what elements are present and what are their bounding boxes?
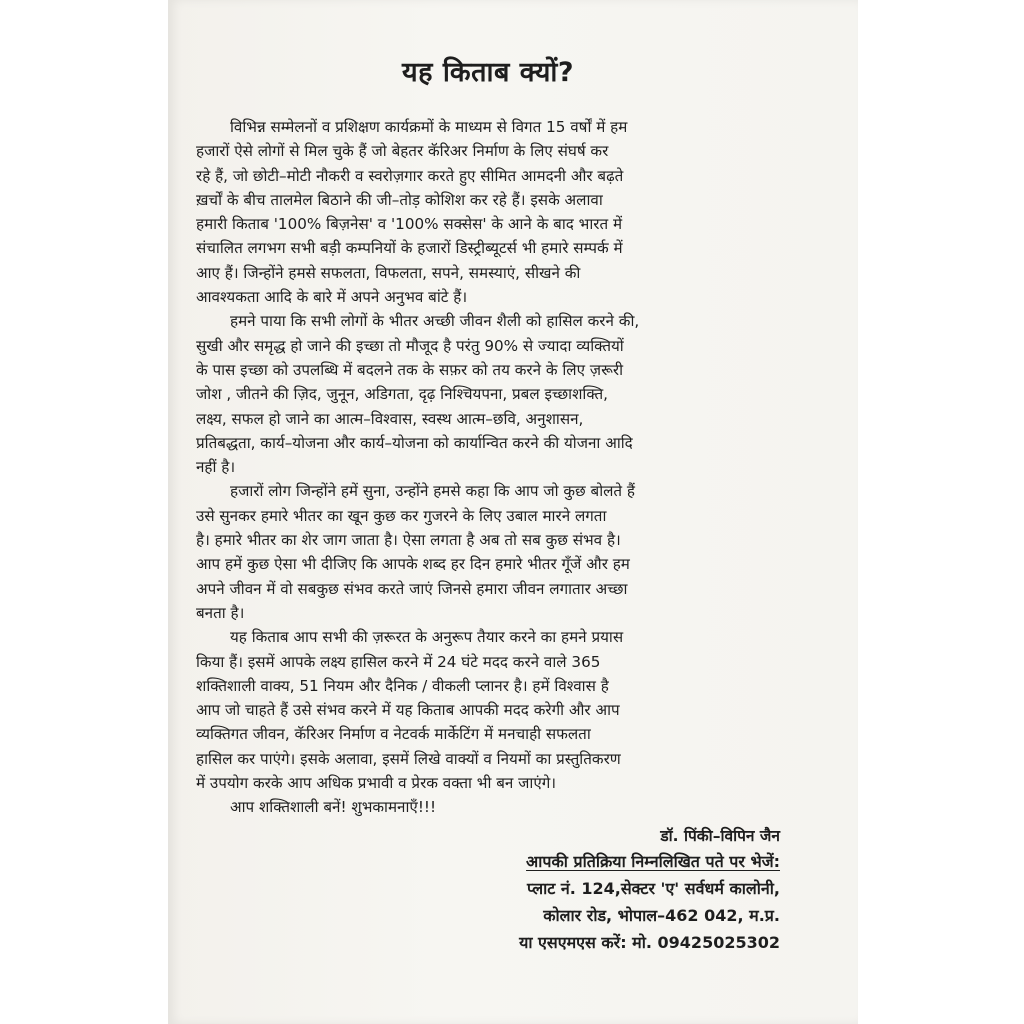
text-line: विभिन्न सम्मेलनों व प्रशिक्षण कार्यक्रमों के माध्यम से विगत 15 वर्षों में हम [230,118,628,136]
text-line: संचालित लगभग सभी बड़ी कम्पनियों के हजारों डिस्ट्रीब्यूटर्स भी हमारे सम्पर्क में [196,239,623,258]
text-line: हमने पाया कि सभी लोगों के भीतर अच्छी जीवन शैली को हासिल करने की, [230,312,640,331]
text-line: शक्तिशाली वाक्य, 51 नियम और दैनिक / वीकली प्लानर है। हमें विश्वास है [196,676,609,695]
page-content [196,52,780,956]
text-line: है। हमारे भीतर का शेर जाग जाता है। ऐसा लगता है अब तो सब कुछ संभव है। [196,531,621,550]
text-line: हमारी किताब '100% बिज़नेस' व '100% सक्सेस' के आने के बाद भारत में [196,215,623,234]
text-line: के पास इच्छा को उपलब्धि में बदलने तक के सफ़र को तय करने के लिए ज़रूरी [196,360,624,379]
text-line: में उपयोग करके आप अधिक प्रभावी व प्रेरक वक्ता भी बन जाएंगे। [196,774,557,793]
address-heading: आपकी प्रतिक्रिया निम्नलिखित पते पर भेजें: [526,851,780,871]
text-line: हजारों लोग जिन्होंने हमें सुना, उन्होंने हमसे कहा कि आप जो कुछ बोलते हैं [230,482,635,501]
address-line-1: प्लाट नं. 124,सेक्टर 'ए' सर्वधर्म कालोनी, [527,878,780,898]
address-line-2: कोलार रोड, भोपाल–462 042, म.प्र. [543,905,780,925]
text-line: उसे सुनकर हमारे भीतर का खून कुछ कर गुजरने के लिए उबाल मारने लगता [196,506,607,525]
text-line: किया हैं। इसमें आपके लक्ष्य हासिल करने में 24 घंटे मदद करने वाले 365 [196,652,601,671]
text-line: रहे हैं, जो छोटी–मोटी नौकरी व स्वरोज़गार करते हुए सीमित आमदनी और बढ़ते [196,166,624,185]
text-line: हासिल कर पाएंगे। इसके अलावा, इसमें लिखे वाक्यों व नियमों का प्रस्तुतिकरण [196,749,621,768]
text-line: प्रतिबद्धता, कार्य–योजना और कार्य–योजना को कार्यान्वित करने की योजना आदि [196,433,633,452]
author-signature: डॉ. पिंकी–विपिन जैन [660,826,780,845]
text-line: हजारों ऐसे लोगों से मिल चुके हैं जो बेहतर कॅरिअर निर्माण के लिए संघर्ष कर [196,142,609,161]
text-line: नहीं है। [196,458,236,477]
paragraph [196,479,780,625]
text-line: व्यक्तिगत जीवन, कॅरिअर निर्माण व नेटवर्क मार्केटिंग में मनचाही सफलता [196,725,591,744]
paragraph [196,625,780,795]
page-title: यह किताब क्यों? [401,57,575,88]
paragraph [196,309,780,479]
text-line: आवश्यकता आदि के बारे में अपने अनुभव बांटे हैं। [196,288,468,307]
text-line: अपने जीवन में वो सबकुछ संभव करते जाएं जिनसे हमारा जीवन लगातार अच्छा [196,579,628,598]
address-block [196,848,780,956]
paragraph [196,795,780,819]
text-line: ख़र्चों के बीच तालमेल बिठाने की जी–तोड़ कोशिश कर रहे हैं। इसके अलावा [196,190,603,209]
text-line: जोश , जीतने की ज़िद, जुनून, अडिगता, दृढ़ निश्चियपना, प्रबल इच्छाशक्ति, [196,385,608,404]
paragraph [196,115,780,309]
text-line: आए हैं। जिन्होंने हमसे सफलता, विफलता, सपने, समस्याएं, सीखने की [196,263,581,282]
text-line: लक्ष्य, सफल हो जाने का आत्म–विश्वास, स्वस्थ आत्म–छवि, अनुशासन, [196,409,584,428]
address-line-3: या एसएमएस करें: मो. 09425025302 [519,932,780,952]
body-text [196,115,780,820]
text-line: यह किताब आप सभी की ज़रूरत के अनुरूप तैयार करने का हमने प्रयास [230,628,624,647]
text-line: आप हमें कुछ ऐसा भी दीजिए कि आपके शब्द हर दिन हमारे भीतर गूँजें और हम [196,555,630,574]
text-line: बनता है। [196,603,245,622]
text-line: आप जो चाहते हैं उसे संभव करने में यह किताब आपकी मदद करेगी और आप [196,701,620,720]
text-line: आप शक्तिशाली बनें! शुभकामनाएँ!!! [230,798,437,817]
text-line: सुखी और समृद्ध हो जाने की इच्छा तो मौजूद है परंतु 90% से ज्यादा व्यक्तियों [196,336,624,355]
